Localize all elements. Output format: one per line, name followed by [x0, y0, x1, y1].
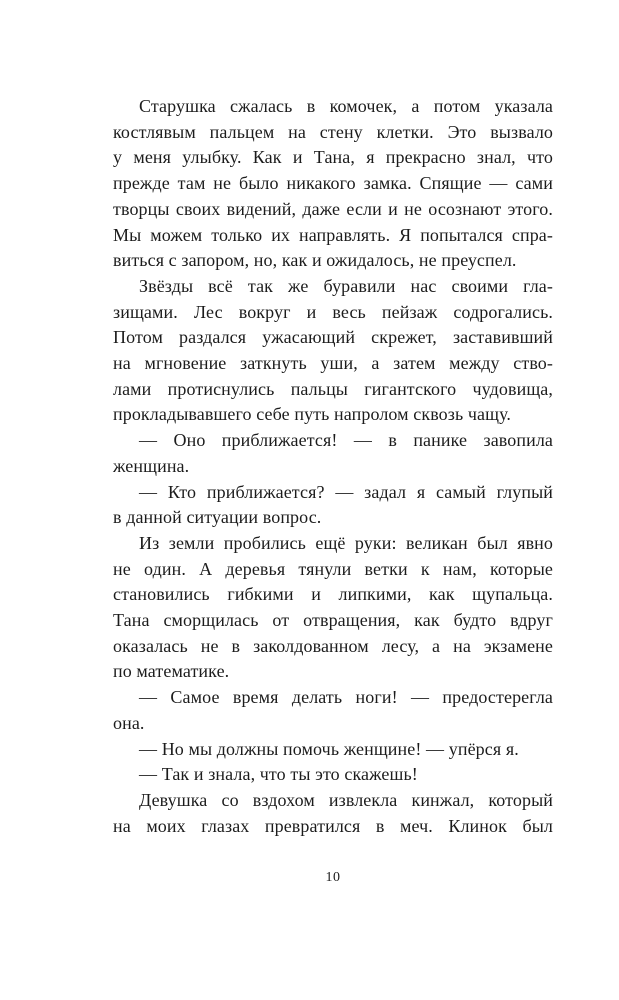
text-line: женщина. — [113, 455, 190, 476]
text-line: зищами. Лес вокруг и весь пейзаж содрогались. — [113, 301, 553, 322]
text-line: у меня улыбку. Как и Тана, я прекрасно знал, что — [113, 147, 553, 168]
text-line: на моих глазах превратился в меч. Клинок был — [113, 815, 553, 836]
text-line: в данной ситуации вопрос. — [113, 507, 322, 528]
text-line: оказалась не в заколдованном лесу, а на экзамене — [113, 635, 553, 656]
text-line: — Оно приближается! — в панике завопила — [139, 430, 553, 451]
page-number: 10 — [325, 870, 341, 885]
text-line: Старушка сжалась в комочек, а потом указала — [139, 96, 553, 116]
text-line: на мгновение заткнуть уши, а затем между ство- — [113, 353, 553, 374]
text-line: — Но мы должны помочь женщине! — упёрся я. — [139, 738, 519, 759]
text-line: творцы своих видений, даже если и не осознают этого. — [113, 198, 553, 219]
text-line: она. — [113, 712, 145, 733]
text-line: костлявым пальцем на стену клетки. Это вызвало — [113, 121, 553, 142]
text-line: прокладывавшего себе путь напролом сквозь чащу. — [113, 404, 511, 425]
text-line: Из земли пробились ещё руки: великан был явно — [139, 532, 553, 553]
text-line: виться с запором, но, как и ожидалось, не преуспел. — [113, 250, 517, 271]
text-line: Девушка со вздохом извлекла кинжал, который — [139, 789, 553, 810]
text-line: становились гибкими и липкими, как щупальца. — [113, 584, 553, 605]
text-line: Потом раздался ужасающий скрежет, заставивший — [113, 327, 553, 348]
text-line: — Самое время делать ноги! — предостерегла — [139, 687, 553, 708]
text-line: лами протиснулись пальцы гигантского чудовища, — [113, 378, 553, 399]
text-line: по математике. — [113, 661, 230, 682]
text-line: Мы можем только их направлять. Я попытался спра- — [113, 224, 553, 245]
text-line: не один. А деревья тянули ветки к нам, которые — [113, 558, 553, 579]
text-line: — Так и знала, что ты это скажешь! — [139, 764, 418, 785]
text-line: прежде там не было никакого замка. Спящие — сами — [113, 173, 553, 194]
text-line: Тана сморщилась от отвращения, как будто вдруг — [113, 610, 553, 631]
text-line: Звёзды всё так же буравили нас своими гла- — [139, 275, 553, 296]
text-line: — Кто приближается? — задал я самый глупый — [139, 481, 553, 502]
page-text — [113, 94, 553, 839]
